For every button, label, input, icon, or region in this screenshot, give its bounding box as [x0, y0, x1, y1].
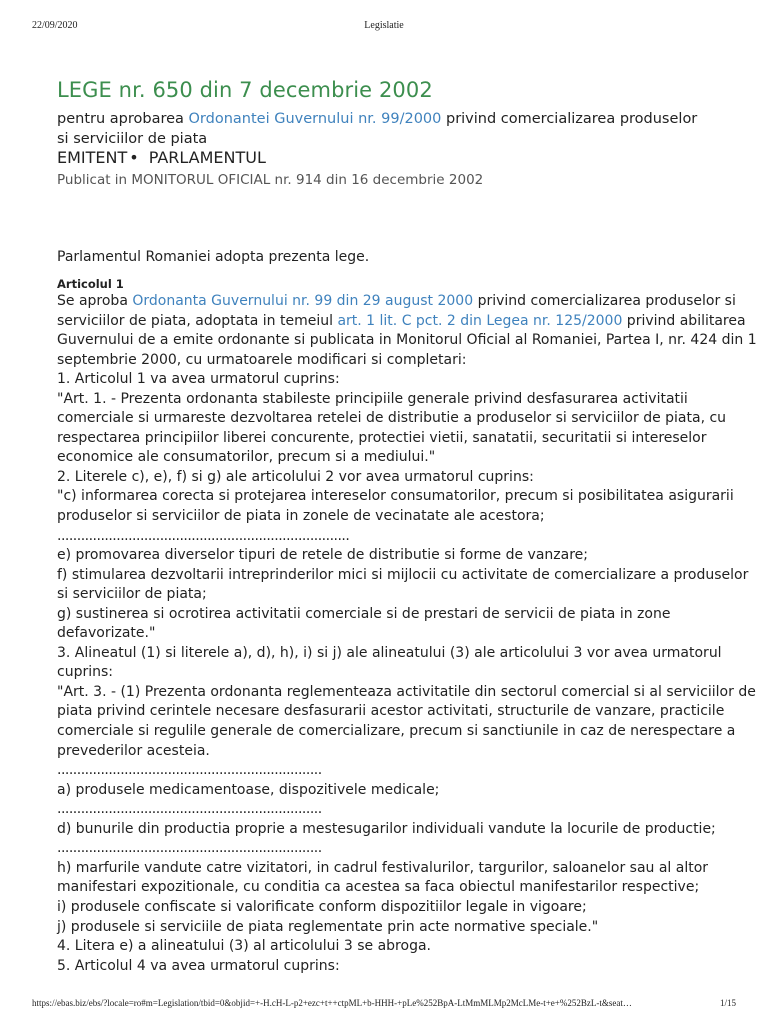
- body-line: 1. Articolul 1 va avea urmatorul cuprins:: [57, 371, 340, 388]
- body-line: 4. Litera e) a alineatului (3) al articolului 3 se abroga.: [57, 938, 431, 955]
- body-line: si serviciilor de piata;: [57, 586, 207, 603]
- body-line: prevederilor acesteia.: [57, 742, 210, 759]
- body-line: produselor si serviciilor de piata in zonele de vecinatate ale acestora;: [57, 508, 545, 525]
- body-line: [57, 312, 746, 332]
- body-line: ..........................................................................: [57, 527, 350, 544]
- body-line: ...................................................................: [57, 840, 322, 857]
- subtitle-text-post: privind comercializarea produselor si serviciilor de piata: [57, 111, 698, 147]
- emitent-value: PARLAMENTUL: [148, 148, 266, 167]
- law-125-link[interactable]: art. 1 lit. C pct. 2 din Legea nr. 125/2000: [337, 312, 623, 329]
- body-line: respectarea principiilor liberei concurente, protectiei vietii, sanatatii, securitatii si intereselor: [57, 429, 707, 446]
- page-number: 1/15: [719, 998, 736, 1008]
- body-lines: [57, 331, 757, 976]
- print-date: 22/09/2020: [32, 20, 78, 31]
- para1-text-pre: Se aproba: [57, 293, 133, 309]
- body-line: 3. Alineatul (1) si literele a), d), h), i) si j) ale alineatului (3) ale articolului 3 vor avea urmatorul: [57, 644, 722, 661]
- ordinance-link[interactable]: Ordonantei Guvernului nr. 99/2000: [188, 111, 442, 127]
- emitent-line: [57, 148, 266, 167]
- body-line: h) marfurile vandute catre vizitatori, in cadrul festivalurilor, targurilor, saloanelor sau al altor: [57, 859, 709, 876]
- body-line: a) produsele medicamentoase, dispozitivele medicale;: [57, 781, 440, 798]
- bullet-icon: •: [129, 148, 139, 167]
- body-line: 5. Articolul 4 va avea urmatorul cuprins:: [57, 957, 340, 974]
- body-line: comerciale si urmareste dezvoltarea retelei de distributie a produselor si serviciilor de piata, cu: [57, 410, 727, 427]
- body-line: g) sustinerea si ocrotirea activitatii comerciale si de prestari de servicii de piata in zone: [57, 605, 671, 622]
- page-url: https://ebas.biz/ebs/?locale=ro#m=Legislation/tbid=0&objid=+-H.cH-L-p2+ezc+t++ctpML+b-HHH-+pLe%252BpA-LtMmMLMp2McLMe-t+e+%252BzL-t&seat…: [32, 998, 632, 1008]
- intro-text: Parlamentul Romaniei adopta prezenta lege.: [57, 249, 370, 265]
- para1-line2-post: privind abilitarea: [622, 312, 746, 329]
- law-title: LEGE nr. 650 din 7 decembrie 2002: [57, 78, 433, 102]
- para1-text-mid: privind comercializarea produselor si: [473, 293, 736, 309]
- body-line: piata privind cerintele necesare desfasurarii acestor activitati, structurile de vanzare, practicile: [57, 703, 725, 720]
- body-line: manifestari expozitionale, cu conditia ca acestea sa faca obiectul manifestarilor respective;: [57, 879, 700, 896]
- print-footer: [32, 998, 736, 1012]
- para1-line2-pre: serviciilor de piata, adoptata in temeiul: [57, 312, 338, 329]
- emitent-label: EMITENT: [57, 148, 128, 167]
- body-line: "c) informarea corecta si protejarea intereselor consumatorilor, precum si posibilitatea asigurarii: [57, 488, 734, 505]
- article-title: Articolul 1: [57, 277, 124, 291]
- body-line: septembrie 2000, cu urmatoarele modificari si completari:: [57, 351, 467, 368]
- body-line: ...................................................................: [57, 762, 322, 779]
- subtitle-text-pre: pentru aprobarea: [57, 111, 189, 127]
- ordinance-99-link[interactable]: Ordonanta Guvernului nr. 99 din 29 august 2000: [132, 293, 474, 309]
- body-line: Guvernului de a emite ordonante si publicata in Monitorul Oficial al Romaniei, Partea I, nr. 424 din 1: [57, 332, 757, 349]
- body-line: e) promovarea diverselor tipuri de retele de distributie si forme de vanzare;: [57, 547, 588, 564]
- body-line: defavorizate.": [57, 625, 156, 642]
- print-header: [32, 20, 736, 34]
- body-line: [57, 292, 736, 312]
- body-line: 2. Literele c), e), f) si g) ale articolului 2 vor avea urmatorul cuprins:: [57, 468, 534, 485]
- body-line: economice ale consumatorilor, precum si a mediului.": [57, 449, 436, 466]
- body-line: f) stimularea dezvoltarii intreprinderilor mici si mijlocii cu activitate de comercializare a produselor: [57, 566, 749, 583]
- body-line: d) bunurile din productia proprie a mestesugarilor individuali vandute la locurile de productie;: [57, 820, 716, 837]
- body-line: "Art. 3. - (1) Prezenta ordonanta reglementeaza activitatile din sectorul comercial si al serviciilor de: [57, 683, 756, 700]
- body-line: j) produsele si serviciile de piata reglementate prin acte normative speciale.": [57, 918, 599, 935]
- body-line: i) produsele confiscate si valorificate conform dispozitiilor legale in vigoare;: [57, 898, 587, 915]
- body-line: "Art. 1. - Prezenta ordonanta stabileste principiile generale privind desfasurarea activitatii: [57, 390, 688, 407]
- body-line: comerciale si regulile generale de comercializare, precum si sanctiunile in caz de nerespectare a: [57, 723, 736, 740]
- law-subtitle: [57, 109, 707, 149]
- body-line: cuprins:: [57, 664, 113, 681]
- publication-info: Publicat in MONITORUL OFICIAL nr. 914 din 16 decembrie 2002: [57, 172, 484, 188]
- body-line: ...................................................................: [57, 801, 322, 818]
- article-body: [57, 292, 757, 976]
- print-title: Legislatie: [364, 20, 404, 31]
